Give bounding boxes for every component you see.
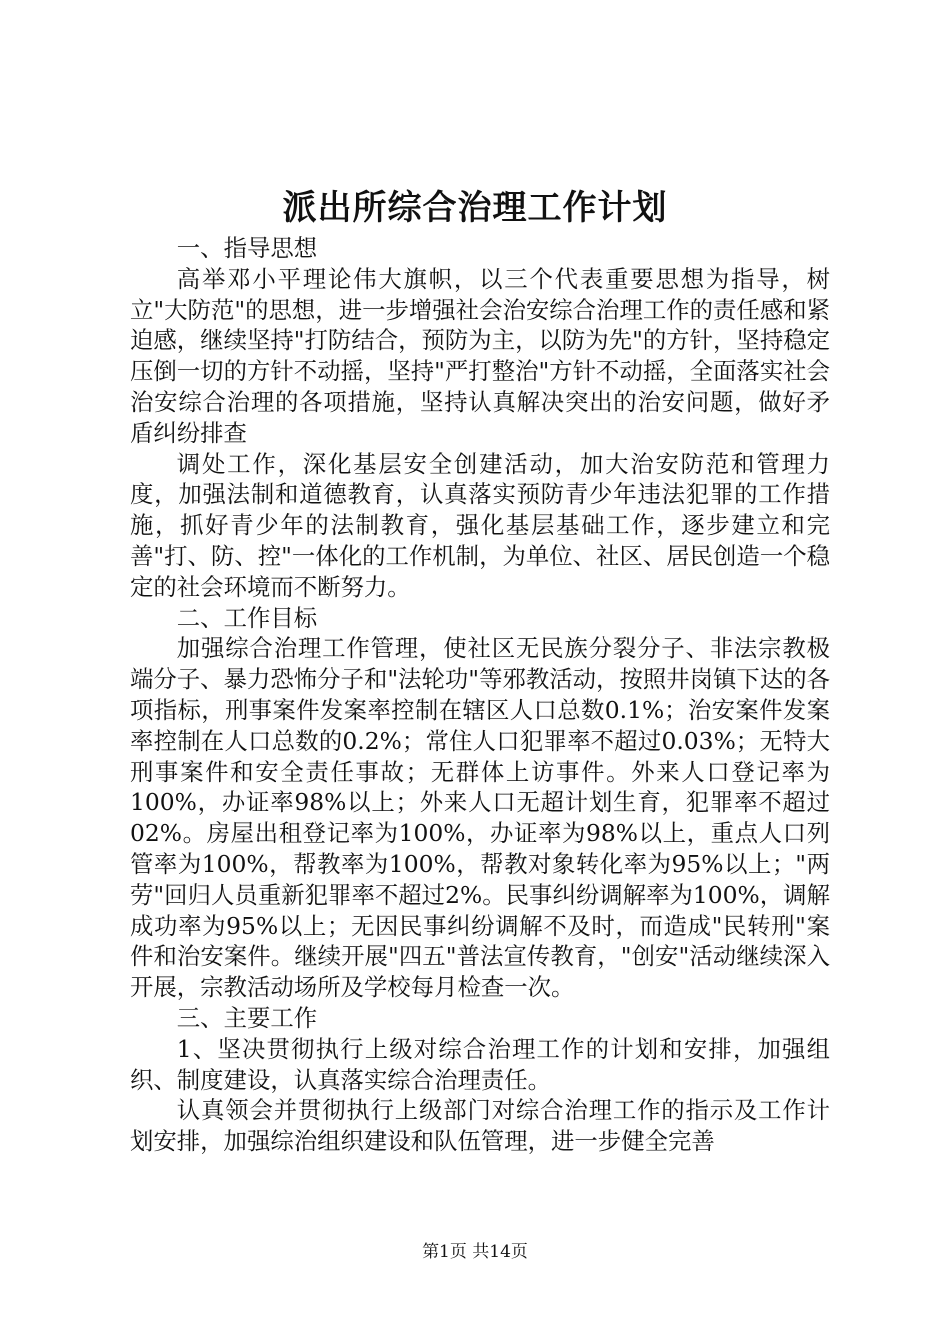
body-paragraph: 高举邓小平理论伟大旗帜，以三个代表重要思想为指导，树立"大防范"的思想，进一步增强社会治安综合治理工作的责任感和紧迫感，继续坚持"打防结合，预防为主，以防为先"的方针，坚持稳定压倒一切的方针不动摇，坚持"严打整治"方针不动摇，全面落实社会治安综合治理的各项措施，坚持认真解决突出的治安问题，做好矛盾纠纷排查 xyxy=(130,264,830,447)
body-paragraph: 1、坚决贯彻执行上级对综合治理工作的计划和安排，加强组织、制度建设，认真落实综合治理责任。 xyxy=(130,1034,830,1094)
document-body xyxy=(130,233,830,1157)
section-heading: 三、主要工作 xyxy=(176,1003,318,1032)
body-paragraph: 认真领会并贯彻执行上级部门对综合治理工作的指示及工作计划安排，加强综治组织建设和队伍管理，进一步健全完善 xyxy=(130,1096,830,1156)
section-heading: 二、工作目标 xyxy=(176,603,318,632)
document-title: 派出所综合治理工作计划 xyxy=(282,188,668,228)
body-paragraph: 调处工作，深化基层安全创建活动，加大治安防范和管理力度，加强法制和道德教育，认真落实预防青少年违法犯罪的工作措施，抓好青少年的法制教育，强化基层基础工作，逐步建立和完善"打、防、控"一体化的工作机制，为单位、社区、居民创造一个稳定的社会环境而不断努力。 xyxy=(130,449,830,601)
section-heading: 一、指导思想 xyxy=(176,234,318,262)
body-paragraph: 加强综合治理工作管理，使社区无民族分裂分子、非法宗教极端分子、暴力恐怖分子和"法轮功"等邪教活动，按照井岗镇下达的各项指标，刑事案件发案率控制在辖区人口总数0.1%；治安案件发案率控制在人口总数的0.2%；常住人口犯罪率不超过0.03%；无特大刑事案件和安全责任事故；无群体上访事件。外来人口登记率为100%，办证率98%以上；外来人口无超计划生育，犯罪率不超过02%。房屋出租登记率为100%，办证率为98%以上，重点人口列管率为100%，帮教率为100%，帮教对象转化率为95%以上；"两劳"回归人员重新犯罪率不超过2%。民事纠纷调解率为100%，调解成功率为95%以上；无因民事纠纷调解不及时，而造成"民转刑"案件和治安案件。继续开展"四五"普法宣传教育，"创安"活动继续深入开展，宗教活动场所及学校每月检查一次。 xyxy=(130,634,830,1002)
page-number-footer: 第1页 共14页 xyxy=(422,1242,528,1262)
